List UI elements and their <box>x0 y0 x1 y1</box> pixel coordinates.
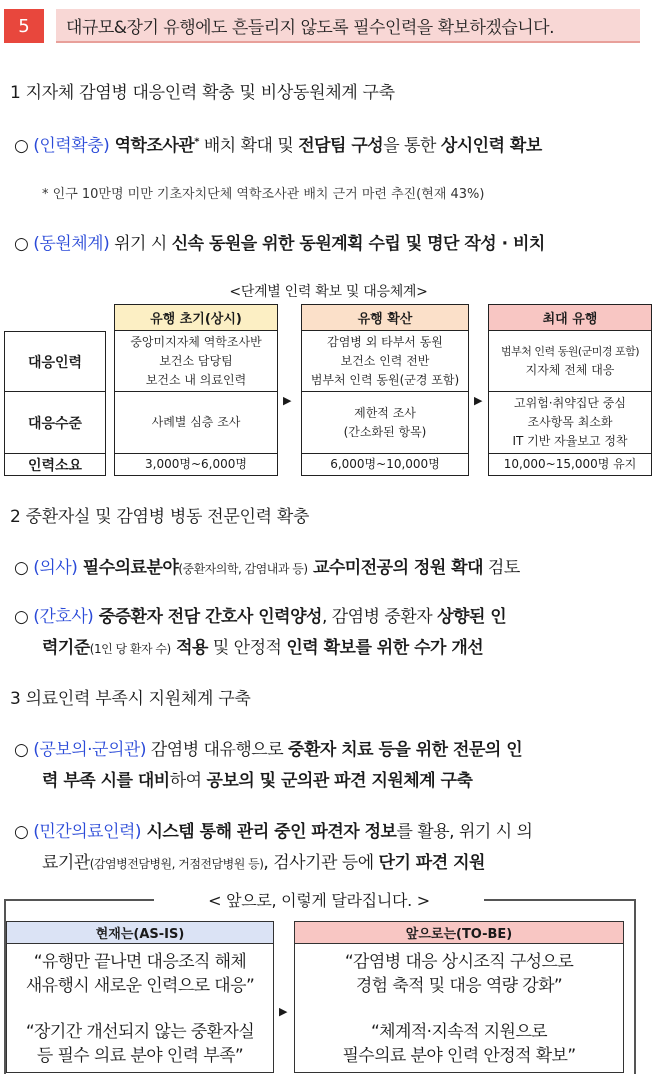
stage-peak-head: 최대 유행 <box>488 304 652 331</box>
cell-line: 감염병 외 타부서 동원 <box>327 334 443 349</box>
bullet-text: 배치 확대 및 <box>198 136 299 156</box>
cell-line: 조사항목 최소화 <box>527 415 613 429</box>
bullet-small-text: (1인 당 환자 수) <box>89 642 171 656</box>
bullet-text: , 검사기관 등에 <box>263 853 379 873</box>
frame-right <box>634 899 636 1074</box>
bullet-private-medical <box>14 817 532 842</box>
stage-peak-level <box>488 392 652 454</box>
footnote: * 인구 10만명 미만 기초자치단체 역학조사관 배치 근거 마련 추진(현재 43%) <box>42 187 485 202</box>
stage-early-level <box>114 392 278 454</box>
cell-line: 지자체 전체 대응 <box>525 363 615 377</box>
cell-line: (간소화된 항목) <box>343 424 427 439</box>
cell-line: 고위험·취약집단 중심 <box>514 396 626 410</box>
stage-spread-head: 유행 확산 <box>301 304 469 331</box>
bullet-text: , 감염병 중환자 <box>321 607 438 627</box>
asis-item-2-line: 등 필수 의료 분야 인력 부족” <box>36 1046 244 1066</box>
bullet-text: 를 활용, 위기 시 의 <box>396 822 533 842</box>
bullet-circle: ○ <box>14 234 29 254</box>
comparison-arrow: ▶ <box>279 1005 288 1018</box>
row-label-personnel: 대응인력 <box>4 331 106 392</box>
bullet-text: 적용 <box>170 638 208 658</box>
bullet-text: 및 안정적 <box>207 638 287 658</box>
tobe-item-2-line: “체계적·지속적 지원으로 <box>370 1022 548 1042</box>
stage-peak-personnel <box>488 331 652 392</box>
bullet-text: 료기관 <box>42 853 90 873</box>
divider-line <box>484 899 636 901</box>
bullet-public-doctors-line2 <box>42 766 472 791</box>
tobe-item-2 <box>295 1020 623 1068</box>
bullet-text: 중증환자 전담 간호사 인력양성 <box>93 607 322 627</box>
stage-arrow: ▶ <box>474 394 483 407</box>
bullet-text: 중환자 치료 등을 위한 전문의 인 <box>288 740 523 760</box>
cell-line: 중앙미지자체 역학조사반 <box>130 334 262 349</box>
cell-line: 범부처 인력 동원(군미경 포함) <box>500 345 640 358</box>
bullet-small-text: (감염병전담병원, 거점전담병원 등) <box>89 857 264 871</box>
bullet-circle: ○ <box>14 740 29 760</box>
divider-line <box>4 899 154 901</box>
bullet-text: 공보의 및 군의관 파견 지원체계 구축 <box>206 771 473 791</box>
section-title-bar <box>56 9 640 43</box>
asis-box <box>6 921 274 1073</box>
stage-peak-requirement: 10,000~15,000명 유지 <box>488 454 652 476</box>
bullet-public-doctors <box>14 735 522 760</box>
table-caption: <단계별 인력 확보 및 대응체계> <box>229 284 428 300</box>
tobe-item-1-line: 경험 축적 및 대응 역량 강화” <box>355 976 563 996</box>
bullet-text: 력 부족 시를 대비 <box>42 771 170 791</box>
section-title: 대규모&장기 유행에도 흔들리지 않도록 필수인력을 확보하겠습니다. <box>66 17 554 38</box>
subsection-2-title: 2 중환자실 및 감염병 병동 전문인력 확충 <box>10 507 310 527</box>
cell-line: 사례별 심층 조사 <box>151 415 241 429</box>
comparison-caption: < 앞으로, 이렇게 달라집니다. > <box>208 891 430 910</box>
tobe-item-1 <box>295 950 623 998</box>
stage-spread-personnel <box>301 331 469 392</box>
bullet-text: 신속 동원을 위한 동원계획 수립 및 명단 작성 · 비치 <box>171 234 545 254</box>
asis-item-2 <box>7 1020 273 1068</box>
bullet-text: 하여 <box>169 771 207 791</box>
asis-head: 현재는(AS-IS) <box>7 922 273 944</box>
bullet-tag: (간호사) <box>33 607 94 627</box>
bullet-text: 상시인력 확보 <box>440 136 542 156</box>
asis-item-1-line: 새유행시 새로운 인력으로 대응” <box>25 976 255 996</box>
asis-item-1 <box>7 950 273 998</box>
bullet-circle: ○ <box>14 607 29 627</box>
bullet-text: 감염병 대유행으로 <box>145 740 289 760</box>
bullet-text: 필수의료분야 <box>77 558 179 578</box>
bullet-text: 검토 <box>483 558 520 578</box>
bullet-text: 위기 시 <box>109 234 172 254</box>
bullet-private-medical-line2 <box>42 848 485 873</box>
tobe-item-1-line: “감염병 대응 상시조직 구성으로 <box>344 952 574 972</box>
bullet-tag: (민간의료인력) <box>33 822 142 842</box>
cell-line: 보건소 담당팀 <box>159 353 233 368</box>
stage-arrow: ▶ <box>283 394 292 407</box>
row-label-requirement: 인력소요 <box>4 454 106 476</box>
subsection-1-title: 1 지자체 감염병 대응인력 확충 및 비상동원체계 구축 <box>10 83 395 103</box>
bullet-tag: (인력확충) <box>33 136 110 156</box>
bullet-text: 상향된 인 <box>437 607 507 627</box>
bullet-staff-expansion <box>14 131 542 156</box>
tobe-head: 앞으로는(TO-BE) <box>295 922 623 944</box>
bullet-text: 인력 확보를 위한 수가 개선 <box>286 638 484 658</box>
bullet-circle: ○ <box>14 822 29 842</box>
asis-item-2-line: “장기간 개선되지 않는 중환자실 <box>25 1022 255 1042</box>
bullet-text: 시스템 통해 관리 중인 파견자 정보 <box>141 822 397 842</box>
bullet-tag: (공보의·군의관) <box>33 740 146 760</box>
cell-line: 보건소 내 의료인력 <box>145 372 247 387</box>
bullet-circle: ○ <box>14 558 29 578</box>
cell-line: 보건소 인력 전반 <box>340 353 430 368</box>
bullet-text: 단기 파견 지원 <box>378 853 485 873</box>
bullet-text: 역학조사관 <box>109 136 195 156</box>
subsection-3-title: 3 의료인력 부족시 지원체계 구축 <box>10 689 251 709</box>
asis-item-1-line: “유행만 끝나면 대응조직 해체 <box>33 952 247 972</box>
bullet-text: 력기준 <box>42 638 90 658</box>
bullet-nurses <box>14 602 506 627</box>
bullet-text: 교수미전공의 정원 확대 <box>307 558 484 578</box>
section-number-badge: 5 <box>4 9 44 43</box>
bullet-text: 을 통한 <box>383 136 441 156</box>
bullet-tag: (동원체계) <box>33 234 110 254</box>
row-label-level: 대응수준 <box>4 392 106 454</box>
stage-early-requirement: 3,000명~6,000명 <box>114 454 278 476</box>
bullet-small-text: (중환자의학, 감염내과 등) <box>178 562 308 576</box>
stage-early-head: 유행 초기(상시) <box>114 304 278 331</box>
stage-spread-requirement: 6,000명~10,000명 <box>301 454 469 476</box>
stage-early-personnel <box>114 331 278 392</box>
tobe-item-2-line: 필수의료 분야 인력 안정적 확보” <box>342 1046 576 1066</box>
footnote-star: * <box>194 136 199 148</box>
cell-line: 범부처 인력 동원(군경 포함) <box>310 372 460 387</box>
cell-line: IT 기반 자율보고 정착 <box>512 434 628 448</box>
cell-line: 제한적 조사 <box>354 405 416 420</box>
stage-spread-level <box>301 392 469 454</box>
tobe-box <box>294 921 624 1073</box>
bullet-tag: (의사) <box>33 558 78 578</box>
bullet-mobilization <box>14 229 545 254</box>
bullet-doctors <box>14 553 520 578</box>
bullet-text: 전담팀 구성 <box>298 136 384 156</box>
bullet-circle: ○ <box>14 136 29 156</box>
bullet-nurses-line2 <box>42 633 483 658</box>
